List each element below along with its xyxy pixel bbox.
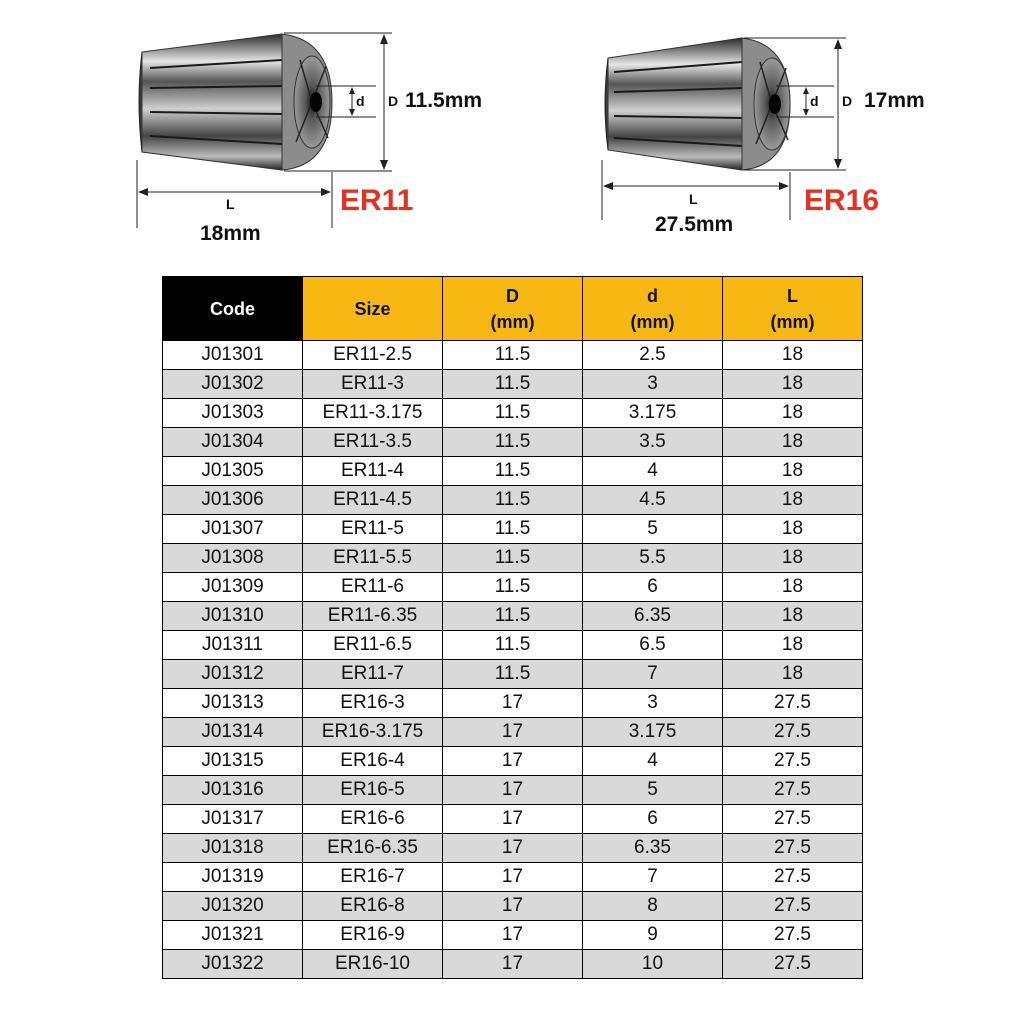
cell-code: J01313	[163, 689, 303, 718]
cell-size: ER11-3.5	[303, 428, 443, 457]
table-row	[163, 660, 863, 689]
cell-d: 10	[583, 950, 723, 979]
cell-code: J01318	[163, 834, 303, 863]
cell-d: 4.5	[583, 486, 723, 515]
column-header-unit: (mm)	[490, 311, 535, 332]
column-header-label: D	[506, 285, 519, 306]
table-row	[163, 399, 863, 428]
table-row	[163, 805, 863, 834]
table-row	[163, 573, 863, 602]
er11-L-label: L	[226, 196, 235, 212]
cell-D: 17	[443, 689, 583, 718]
column-header-label: d	[647, 285, 658, 306]
cell-size: ER16-3	[303, 689, 443, 718]
cell-size: ER11-7	[303, 660, 443, 689]
cell-code: J01316	[163, 776, 303, 805]
cell-d: 6.35	[583, 834, 723, 863]
table-row	[163, 457, 863, 486]
spec-table	[162, 276, 863, 979]
cell-L: 27.5	[723, 863, 863, 892]
cell-L: 27.5	[723, 689, 863, 718]
cell-code: J01317	[163, 805, 303, 834]
table-row	[163, 428, 863, 457]
column-header-size	[303, 277, 443, 341]
cell-D: 17	[443, 921, 583, 950]
cell-size: ER16-6.35	[303, 834, 443, 863]
cell-L: 18	[723, 544, 863, 573]
cell-L: 18	[723, 341, 863, 370]
cell-size: ER16-7	[303, 863, 443, 892]
cell-D: 17	[443, 718, 583, 747]
cell-code: J01309	[163, 573, 303, 602]
cell-d: 6	[583, 573, 723, 602]
cell-L: 18	[723, 399, 863, 428]
table-row	[163, 370, 863, 399]
column-header-label: Size	[354, 298, 391, 319]
cell-size: ER16-3.175	[303, 718, 443, 747]
cell-code: J01304	[163, 428, 303, 457]
table-row	[163, 718, 863, 747]
cell-code: J01307	[163, 515, 303, 544]
er11-model-label: ER11	[340, 184, 414, 217]
table-row	[163, 689, 863, 718]
table-row	[163, 834, 863, 863]
cell-D: 17	[443, 747, 583, 776]
er11-D-value: 11.5mm	[405, 89, 483, 112]
cell-code: J01322	[163, 950, 303, 979]
column-header-D	[443, 277, 583, 341]
cell-L: 27.5	[723, 950, 863, 979]
table-row	[163, 515, 863, 544]
cell-D: 11.5	[443, 457, 583, 486]
er16-L-label: L	[689, 191, 698, 207]
column-header-label: Code	[210, 298, 255, 319]
cell-L: 18	[723, 486, 863, 515]
cell-size: ER11-5	[303, 515, 443, 544]
cell-d: 5	[583, 776, 723, 805]
er16-diagram	[0, 0, 1024, 260]
cell-D: 17	[443, 892, 583, 921]
cell-d: 7	[583, 863, 723, 892]
cell-code: J01305	[163, 457, 303, 486]
cell-d: 6.5	[583, 631, 723, 660]
cell-size: ER11-5.5	[303, 544, 443, 573]
cell-D: 11.5	[443, 660, 583, 689]
table-row	[163, 892, 863, 921]
table-row	[163, 341, 863, 370]
cell-D: 11.5	[443, 341, 583, 370]
cell-size: ER16-9	[303, 921, 443, 950]
column-header-d	[583, 277, 723, 341]
cell-L: 18	[723, 428, 863, 457]
cell-L: 18	[723, 515, 863, 544]
cell-D: 11.5	[443, 573, 583, 602]
cell-code: J01306	[163, 486, 303, 515]
cell-size: ER16-4	[303, 747, 443, 776]
column-header-code	[163, 277, 303, 341]
cell-L: 27.5	[723, 747, 863, 776]
cell-d: 6.35	[583, 602, 723, 631]
cell-size: ER11-6.5	[303, 631, 443, 660]
cell-code: J01303	[163, 399, 303, 428]
er16-L-value: 27.5mm	[655, 213, 734, 236]
table-row	[163, 950, 863, 979]
cell-d: 8	[583, 892, 723, 921]
cell-size: ER11-4	[303, 457, 443, 486]
cell-d: 3.175	[583, 718, 723, 747]
cell-code: J01321	[163, 921, 303, 950]
cell-d: 4	[583, 747, 723, 776]
cell-size: ER11-4.5	[303, 486, 443, 515]
cell-code: J01312	[163, 660, 303, 689]
table-row	[163, 776, 863, 805]
cell-L: 27.5	[723, 892, 863, 921]
column-header-L	[723, 277, 863, 341]
cell-L: 18	[723, 631, 863, 660]
er11-D-label: D	[388, 93, 399, 109]
cell-size: ER11-6	[303, 573, 443, 602]
er11-L-value: 18mm	[200, 222, 261, 245]
cell-D: 17	[443, 805, 583, 834]
cell-D: 17	[443, 776, 583, 805]
cell-D: 11.5	[443, 515, 583, 544]
cell-D: 11.5	[443, 544, 583, 573]
column-header-label: L	[787, 285, 798, 306]
table-row	[163, 631, 863, 660]
cell-L: 18	[723, 660, 863, 689]
table-row	[163, 863, 863, 892]
cell-L: 27.5	[723, 921, 863, 950]
table-row	[163, 921, 863, 950]
column-header-unit: (mm)	[630, 311, 675, 332]
cell-size: ER11-3.175	[303, 399, 443, 428]
table-row	[163, 486, 863, 515]
table-body	[163, 341, 863, 979]
column-header-unit: (mm)	[770, 311, 815, 332]
cell-L: 27.5	[723, 834, 863, 863]
cell-size: ER16-8	[303, 892, 443, 921]
cell-D: 17	[443, 950, 583, 979]
cell-d: 6	[583, 805, 723, 834]
cell-D: 17	[443, 834, 583, 863]
cell-size: ER11-6.35	[303, 602, 443, 631]
cell-code: J01319	[163, 863, 303, 892]
cell-size: ER16-6	[303, 805, 443, 834]
cell-size: ER11-3	[303, 370, 443, 399]
er16-collet-drawing	[0, 0, 1024, 260]
cell-L: 27.5	[723, 776, 863, 805]
cell-L: 27.5	[723, 718, 863, 747]
cell-d: 4	[583, 457, 723, 486]
cell-D: 17	[443, 863, 583, 892]
cell-L: 18	[723, 457, 863, 486]
cell-D: 11.5	[443, 602, 583, 631]
cell-code: J01311	[163, 631, 303, 660]
cell-code: J01310	[163, 602, 303, 631]
cell-size: ER11-2.5	[303, 341, 443, 370]
er16-D-value: 17mm	[864, 89, 925, 112]
cell-D: 11.5	[443, 631, 583, 660]
cell-d: 3.175	[583, 399, 723, 428]
cell-size: ER16-10	[303, 950, 443, 979]
cell-d: 2.5	[583, 341, 723, 370]
table-row	[163, 544, 863, 573]
cell-D: 11.5	[443, 370, 583, 399]
er16-d-label: d	[810, 93, 819, 109]
cell-D: 11.5	[443, 428, 583, 457]
er16-D-label: D	[842, 93, 853, 109]
cell-L: 18	[723, 602, 863, 631]
cell-d: 3.5	[583, 428, 723, 457]
cell-d: 5	[583, 515, 723, 544]
cell-L: 18	[723, 573, 863, 602]
cell-code: J01315	[163, 747, 303, 776]
cell-L: 27.5	[723, 805, 863, 834]
cell-size: ER16-5	[303, 776, 443, 805]
cell-d: 9	[583, 921, 723, 950]
cell-L: 18	[723, 370, 863, 399]
cell-code: J01301	[163, 341, 303, 370]
er11-d-label: d	[356, 93, 365, 109]
cell-code: J01308	[163, 544, 303, 573]
cell-d: 3	[583, 689, 723, 718]
table-row	[163, 747, 863, 776]
cell-d: 5.5	[583, 544, 723, 573]
cell-code: J01314	[163, 718, 303, 747]
table-row	[163, 602, 863, 631]
cell-code: J01320	[163, 892, 303, 921]
table-header-row	[163, 277, 863, 341]
cell-d: 7	[583, 660, 723, 689]
cell-D: 11.5	[443, 399, 583, 428]
er16-model-label: ER16	[804, 184, 880, 217]
cell-d: 3	[583, 370, 723, 399]
cell-code: J01302	[163, 370, 303, 399]
cell-D: 11.5	[443, 486, 583, 515]
